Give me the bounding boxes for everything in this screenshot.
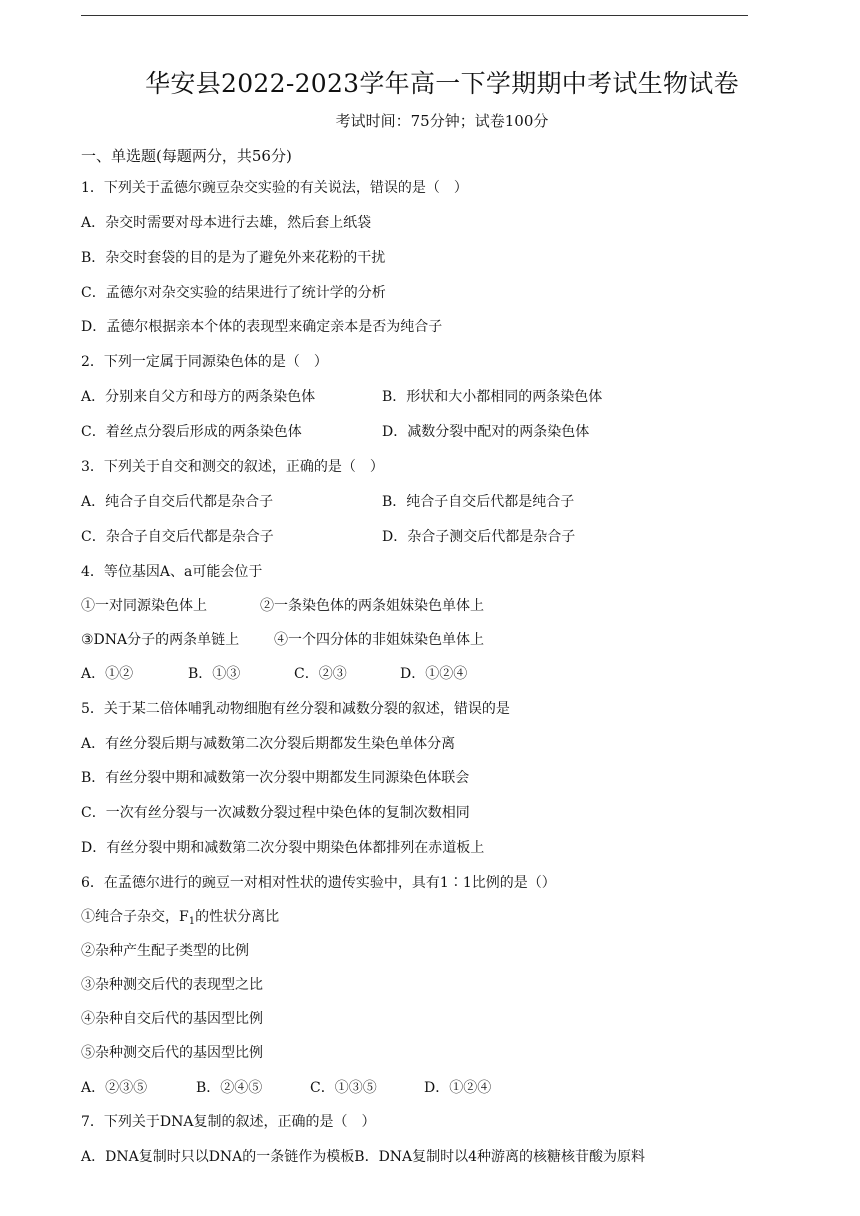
question-1-option-d: D．孟德尔根据亲本个体的表现型来确定亲本是否为纯合子: [81, 319, 443, 335]
question-6-statement-3: ③杂种测交后代的表现型之比: [81, 977, 263, 993]
question-3-option-c: C．杂合子自交后代都是杂合子: [81, 529, 274, 545]
question-1-option-a: A．杂交时需要对母本进行去雄，然后套上纸袋: [81, 215, 372, 231]
question-6-option-a: A．②③⑤: [81, 1080, 148, 1096]
question-4-statement-1: ①一对同源染色体上: [81, 598, 207, 614]
question-6-statement-1: [81, 907, 279, 932]
question-5-option-c: C．一次有丝分裂与一次减数分裂过程中染色体的复制次数相同: [81, 805, 470, 821]
question-4-stem: 4．等位基因A、a可能会位于: [81, 564, 263, 580]
question-1-option-c: C．孟德尔对杂交实验的结果进行了统计学的分析: [81, 285, 386, 301]
question-3-option-b: B．纯合子自交后代都是纯合子: [382, 494, 575, 510]
question-4-option-c: C．②③: [294, 666, 347, 682]
question-7-stem: 7．下列关于DNA复制的叙述，正确的是（ ）: [81, 1114, 376, 1130]
exam-subtitle: 考试时间：75分钟；试卷100分: [335, 112, 549, 130]
exam-title: 华安县2022-2023学年高一下学期期中考试生物试卷: [145, 69, 739, 98]
question-6-statement-4: ④杂种自交后代的基因型比例: [81, 1011, 263, 1027]
question-4-statement-4: ④一个四分体的非姐妹染色单体上: [274, 632, 484, 648]
section-heading: 一、单选题(每题两分，共56分): [81, 147, 292, 165]
question-6-option-d: D．①②④: [424, 1080, 492, 1096]
question-4-option-d: D．①②④: [400, 666, 468, 682]
question-2-option-c: C．着丝点分裂后形成的两条染色体: [81, 424, 302, 440]
question-4-option-b: B．①③: [188, 666, 241, 682]
header-rule: [81, 15, 748, 16]
question-3-option-d: D．杂合子测交后代都是杂合子: [382, 529, 576, 545]
question-6-option-b: B．②④⑤: [196, 1080, 263, 1096]
question-6-statement-1-tail: 的性状分离比: [195, 909, 280, 925]
subscript: 1: [188, 916, 196, 927]
question-7-options-ab: A．DNA复制时只以DNA的一条链作为模板B．DNA复制时以4种游离的核糖核苷酸为原料: [81, 1149, 646, 1165]
question-5-option-b: B．有丝分裂中期和减数第一次分裂中期都发生同源染色体联会: [81, 770, 470, 786]
question-4-statement-3: ③DNA分子的两条单链上: [81, 632, 240, 648]
question-5-option-d: D．有丝分裂中期和减数第二次分裂中期染色体都排列在赤道板上: [81, 840, 485, 856]
question-2-option-a: A．分别来自父方和母方的两条染色体: [81, 389, 316, 405]
question-4-option-a: A．①②: [81, 666, 134, 682]
question-6-statement-5: ⑤杂种测交后代的基因型比例: [81, 1045, 263, 1061]
question-5-option-a: A．有丝分裂后期与减数第二次分裂后期都发生染色单体分离: [81, 736, 456, 752]
question-2-option-d: D．减数分裂中配对的两条染色体: [382, 424, 590, 440]
question-2-option-b: B．形状和大小都相同的两条染色体: [382, 389, 603, 405]
question-3-stem: 3．下列关于自交和测交的叙述，正确的是（ ）: [81, 459, 384, 475]
question-4-statement-2: ②一条染色体的两条姐妹染色单体上: [260, 598, 484, 614]
question-6-option-c: C．①③⑤: [310, 1080, 377, 1096]
question-6-statement-1-text: ①纯合子杂交，F: [81, 909, 189, 925]
question-6-statement-2: ②杂种产生配子类型的比例: [81, 943, 249, 959]
question-6-stem: 6．在孟德尔进行的豌豆一对相对性状的遗传实验中，具有1∶1比例的是（）: [81, 875, 556, 891]
question-5-stem: 5．关于某二倍体哺乳动物细胞有丝分裂和减数分裂的叙述，错误的是: [81, 701, 510, 717]
question-1-option-b: B．杂交时套袋的目的是为了避免外来花粉的干扰: [81, 250, 386, 266]
question-3-option-a: A．纯合子自交后代都是杂合子: [81, 494, 274, 510]
question-1-stem: 1．下列关于孟德尔豌豆杂交实验的有关说法，错误的是（ ）: [81, 180, 468, 196]
question-2-stem: 2．下列一定属于同源染色体的是（ ）: [81, 354, 328, 370]
